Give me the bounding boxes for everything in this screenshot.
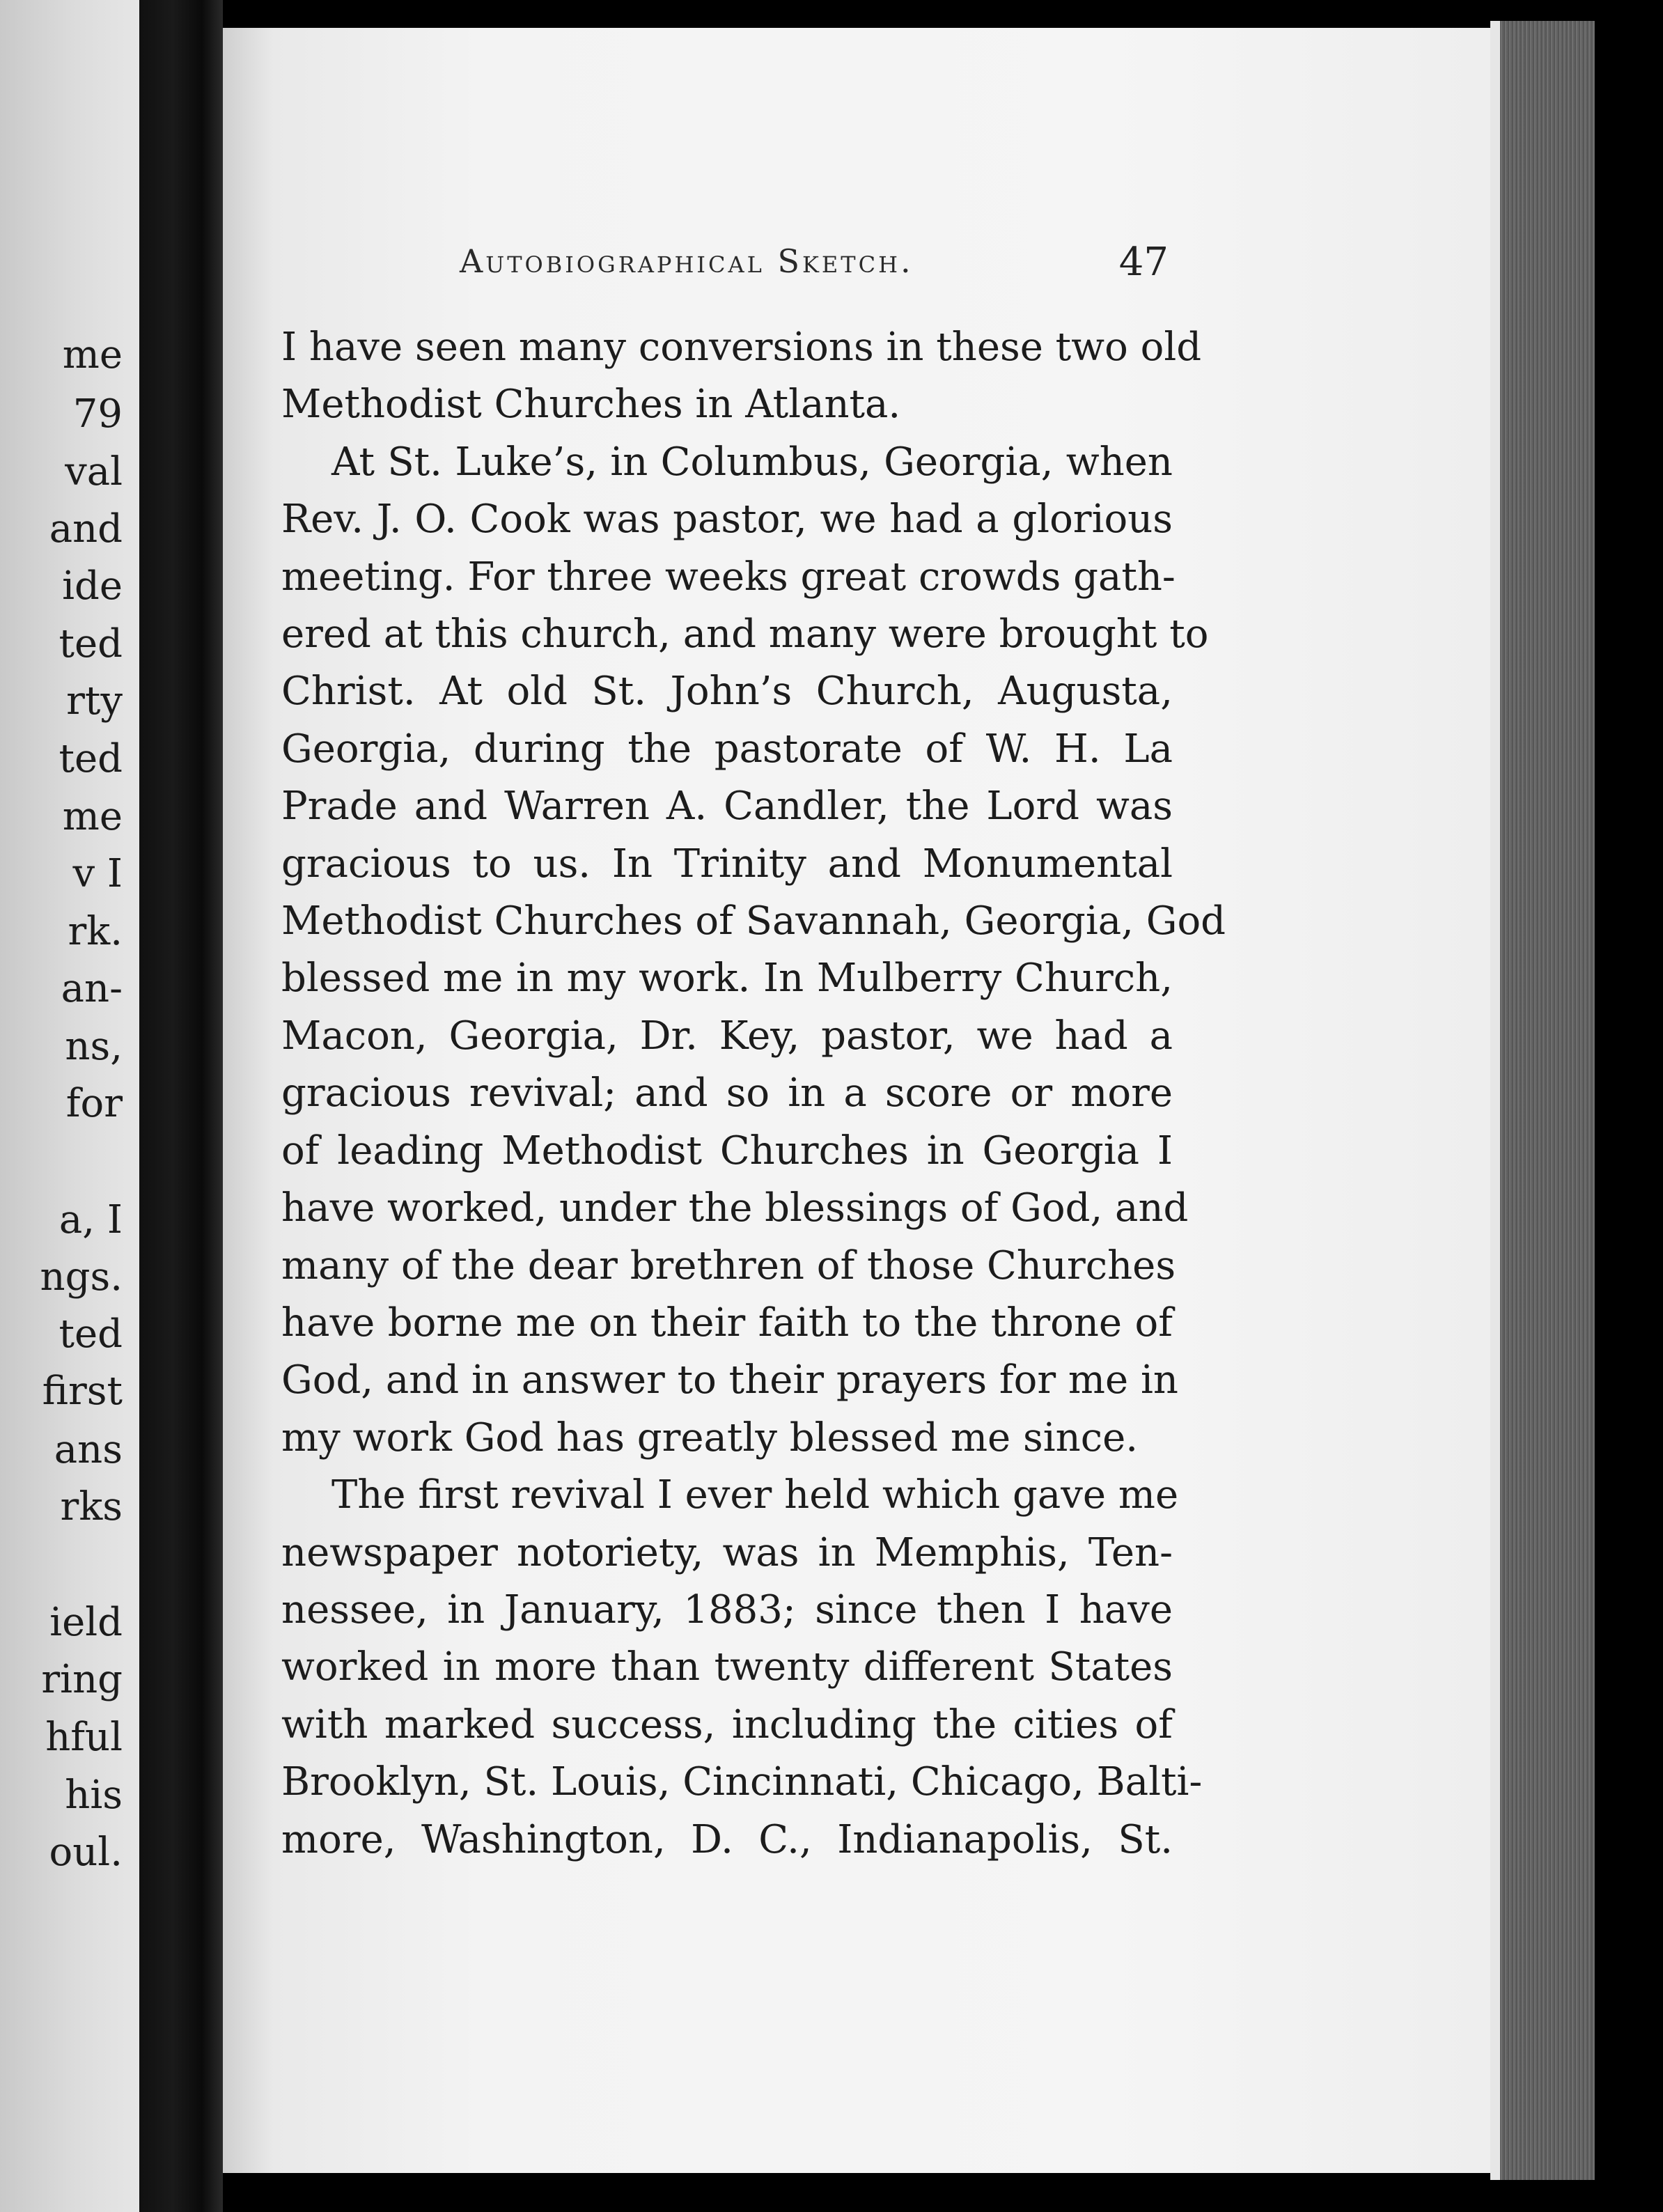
text-line: Methodist Churches in Atlanta. [281, 382, 901, 428]
left-fragment: ted [58, 1311, 123, 1357]
text-line: I have seen many conversions in these two old [281, 325, 1202, 370]
text-line: Prade and Warren A. Candler, the Lord was [281, 784, 1173, 830]
text-line: have borne me on their faith to the throne of [281, 1300, 1173, 1346]
left-fragment: and [49, 506, 123, 552]
left-fragment: ide [62, 563, 123, 609]
text-line: gracious to us. In Trinity and Monumental [281, 841, 1173, 887]
left-fragment: me [62, 794, 123, 839]
text-line: God, and in answer to their prayers for me in [281, 1357, 1178, 1403]
text-line: Christ. At old St. John’s Church, Augusta, [281, 669, 1173, 715]
text-line: The first revival I ever held which gave me [331, 1472, 1179, 1518]
left-fragment: an- [61, 966, 123, 1011]
left-fragment: ted [58, 736, 123, 781]
left-fragment: rty [66, 678, 123, 724]
text-line: Macon, Georgia, Dr. Key, pastor, we had a [281, 1013, 1173, 1059]
text-line: blessed me in my work. In Mulberry Church, [281, 956, 1173, 1002]
left-page-fragment [0, 0, 139, 2212]
text-line: with marked success, including the cities of [281, 1701, 1173, 1747]
running-head [460, 242, 1184, 298]
text-line: have worked, under the blessings of God, and [281, 1185, 1189, 1231]
text-line: meeting. For three weeks great crowds gath- [281, 554, 1176, 600]
text-line: more, Washington, D. C., Indianapolis, St. [281, 1816, 1173, 1862]
left-fragment: for [65, 1081, 123, 1126]
left-fragment: ans [54, 1427, 123, 1472]
left-fragment: val [65, 449, 123, 494]
left-fragment: ield [49, 1600, 123, 1645]
left-fragment: a, I [58, 1197, 123, 1243]
left-fragment: first [42, 1369, 123, 1414]
book-gutter [139, 0, 223, 2212]
text-line: worked in more than twenty different States [281, 1644, 1173, 1690]
left-fragment: oul. [49, 1830, 123, 1875]
text-line: my work God has greatly blessed me since. [281, 1415, 1139, 1461]
left-fragment: 79 [72, 391, 123, 437]
text-line: of leading Methodist Churches in Georgia I [281, 1128, 1173, 1174]
text-line: At St. Luke’s, in Columbus, Georgia, when [331, 439, 1173, 485]
text-line: ered at this church, and many were brought to [281, 612, 1209, 657]
text-line: Rev. J. O. Cook was pastor, we had a glorious [281, 497, 1173, 543]
left-fragment: rk. [68, 909, 123, 954]
text-line: many of the dear brethren of those Churches [281, 1243, 1176, 1288]
left-fragment: me [62, 332, 123, 377]
text-line: nessee, in January, 1883; since then I have [281, 1587, 1173, 1633]
page-number: 47 [1118, 240, 1169, 285]
running-head-title: Autobiographical Sketch. [460, 242, 914, 280]
text-line: newspaper notoriety, was in Memphis, Ten- [281, 1529, 1173, 1575]
left-fragment: ted [58, 621, 123, 667]
text-line: Georgia, during the pastorate of W. H. La [281, 726, 1173, 772]
left-fragment: ngs. [40, 1254, 123, 1300]
body-text [281, 319, 1226, 1869]
text-line: gracious revival; and so in a score or more [281, 1070, 1173, 1116]
text-line: Methodist Churches of Savannah, Georgia, God [281, 898, 1226, 944]
left-fragment: ns, [65, 1024, 123, 1069]
left-fragment: ring [41, 1657, 123, 1702]
left-fragment: rks [60, 1484, 123, 1529]
page-edges [1490, 21, 1595, 2180]
text-line: Brooklyn, St. Louis, Cincinnati, Chicago, Balti- [281, 1759, 1203, 1805]
left-fragment: v I [72, 851, 123, 896]
left-fragment: his [65, 1773, 123, 1818]
left-fragment: hful [45, 1715, 123, 1760]
